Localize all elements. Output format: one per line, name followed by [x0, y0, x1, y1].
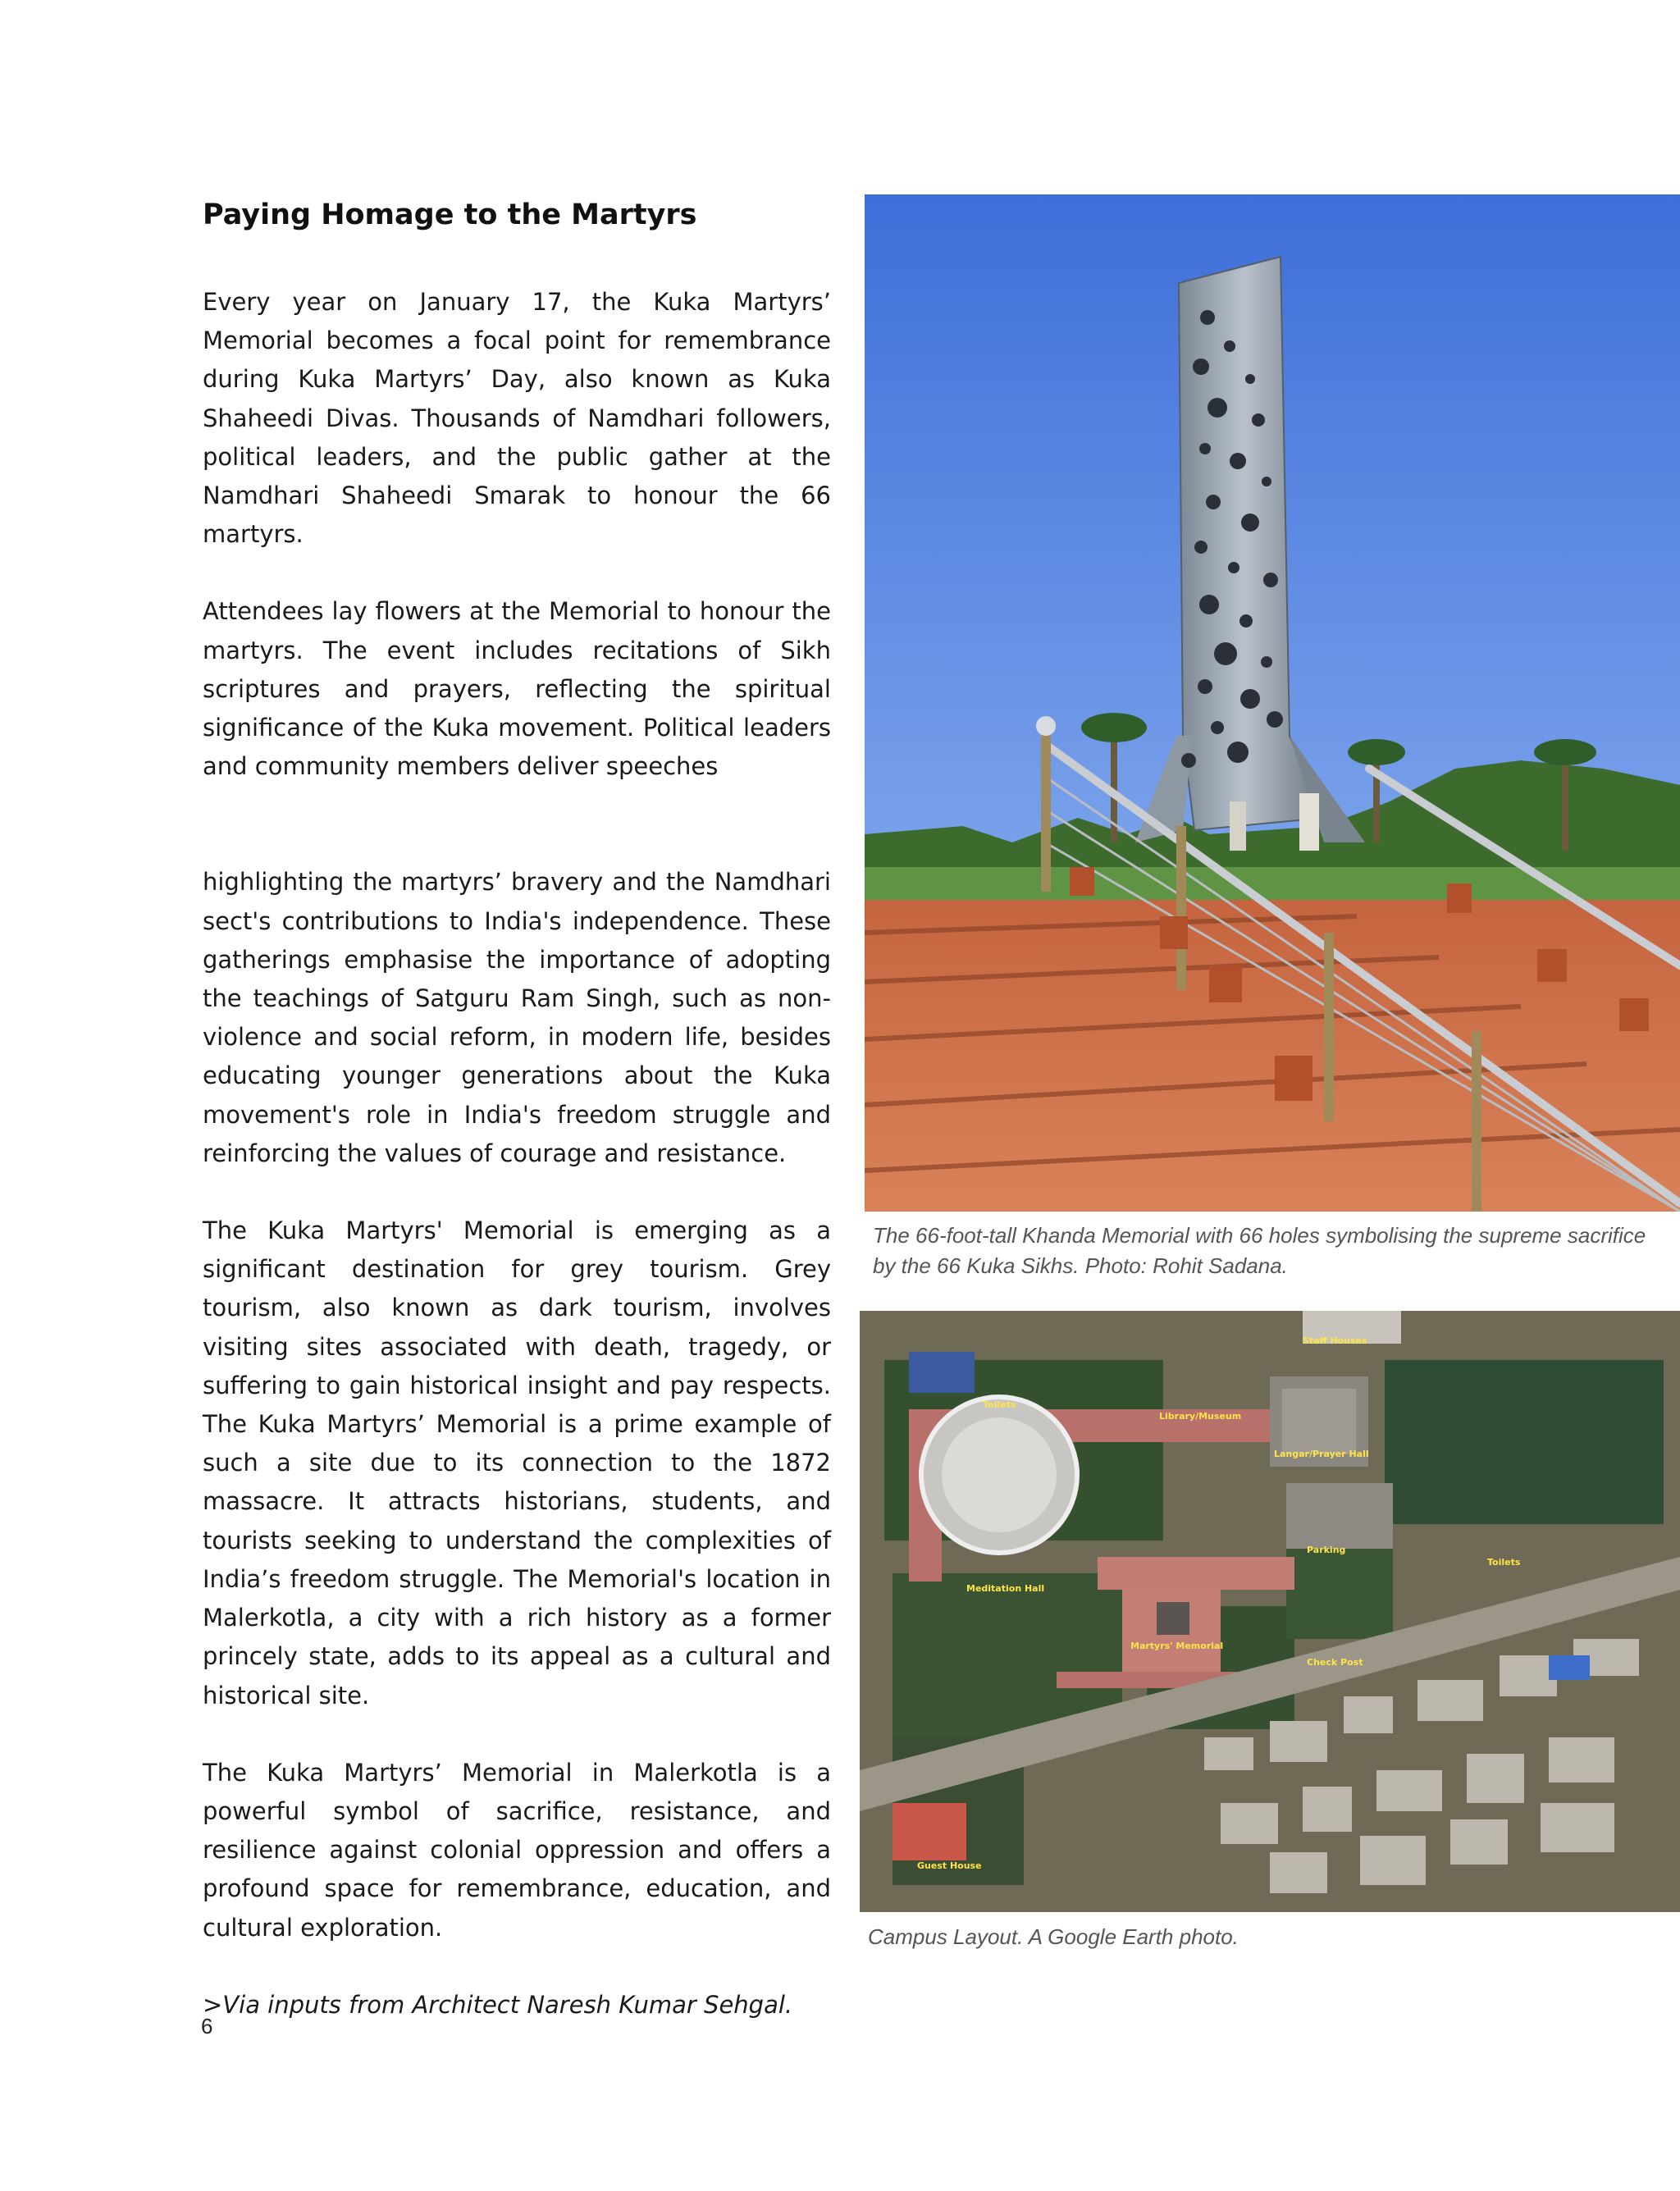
article-body: [203, 283, 831, 2024]
credit-line: >Via inputs from Architect Naresh Kumar Sehgal.: [203, 1990, 793, 2019]
section-heading: Paying Homage to the Martyrs: [203, 199, 697, 231]
label-staff-houses: Staff Houses: [1303, 1335, 1367, 1346]
paragraph-bravery: highlighting the martyrs’ bravery and the Namdhari sect's contributions to India's independence. These gatherings emphasise the importance of adopting the teachings of Satguru Ram Singh, such as non-violence and social reform, in modern life, besides educating younger generations about the Kuka movement's role in India's freedom struggle and reinforcing the values of courage and resistance.: [203, 868, 831, 1167]
label-toilets-1: Toilets: [983, 1399, 1016, 1410]
label-guest-house: Guest House: [917, 1860, 982, 1871]
label-toilets-2: Toilets: [1487, 1557, 1521, 1568]
label-check-post: Check Post: [1307, 1657, 1363, 1668]
figure1-caption: The 66-foot-tall Khanda Memorial with 66 holes symbolising the supreme sacrifice by the 66 Kuka Sikhs. Photo: Rohit Sadana.: [873, 1223, 1646, 1278]
label-parking: Parking: [1307, 1545, 1346, 1555]
paragraph-grey-tourism: The Kuka Martyrs' Memorial is emerging as a significant destination for grey tourism. Grey tourism, also known as dark tourism, involves visiting sites associated with death, tragedy, or suffering to gain historical insight and pay respects. The Kuka Martyrs’ Memorial is a prime example of such a site due to its connection to the 1872 massacre. It attracts historians, students, and tourists seeking to understand the complexities of India’s freedom struggle. The Memorial's location in Malerkotla, a city with a rich history as a former princely state, adds to its appeal as a cultural and historical site.: [203, 1216, 831, 1709]
campus-layout-map: [860, 1311, 1680, 1912]
label-meditation-hall: Meditation Hall: [966, 1583, 1045, 1594]
label-langar-hall: Langar/Prayer Hall: [1274, 1449, 1369, 1459]
paragraph-symbol: The Kuka Martyrs’ Memorial in Malerkotla is a powerful symbol of sacrifice, resistance, and resilience against colonial oppression and offers a profound space for remembrance, education, and cultural exploration.: [203, 1758, 831, 1942]
label-martyrs-memorial: Martyrs' Memorial: [1130, 1641, 1224, 1651]
page-number: 6: [201, 2014, 213, 2038]
paragraph-attendees: Attendees lay flowers at the Memorial to honour the martyrs. The event includes recitations of Sikh scriptures and prayers, reflecting the spiritual significance of the Kuka movement. Political leaders and community members deliver speeches: [203, 597, 831, 781]
paragraph-kuka-day: Every year on January 17, the Kuka Martyrs’ Memorial becomes a focal point for remembrance during Kuka Martyrs’ Day, also known as Kuka Shaheedi Divas. Thousands of Namdhari followers, political leaders, and the public gather at the Namdhari Shaheedi Smarak to honour the 66 martyrs.: [203, 288, 831, 549]
khanda-memorial-photo: [865, 194, 1680, 1212]
figure2-caption: Campus Layout. A Google Earth photo.: [868, 1924, 1239, 1949]
label-library-museum: Library/Museum: [1159, 1411, 1242, 1422]
